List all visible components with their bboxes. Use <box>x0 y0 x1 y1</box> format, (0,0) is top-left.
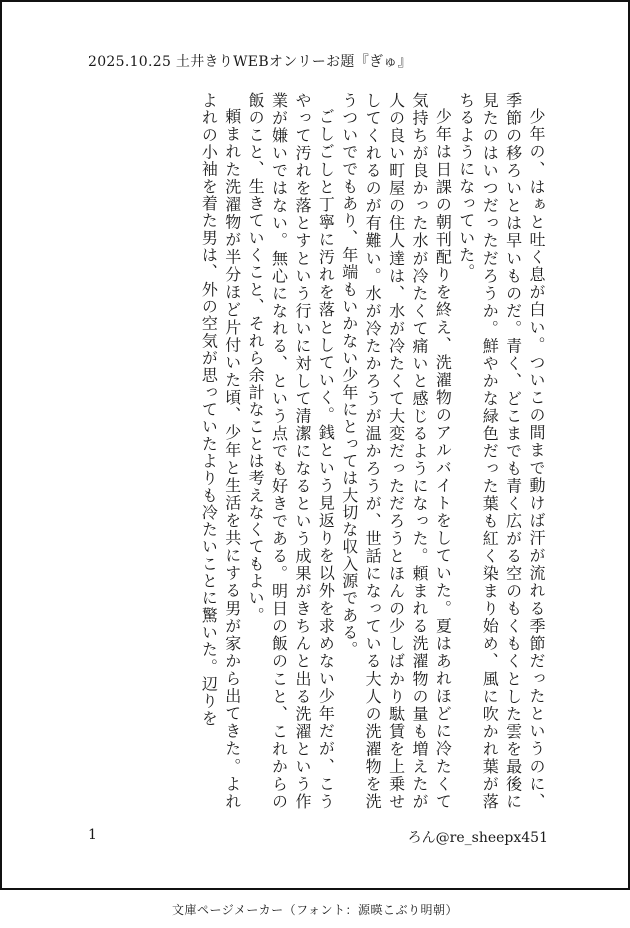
paragraph-3: ごしごしと丁寧に汚れを落としていく。銭という見返りを以外を求めない少年だが、こうやって汚れを落とすという行いに対して清潔になるという成果がきちんと出る洗濯という作業が嫌いではない。無心になれる、という点でも好きである。明日の飯のこと、これからの飯のこと、生きていくこと、それら余計なことは考えなくてもよい。 <box>246 92 336 810</box>
vertical-body-text <box>86 92 548 810</box>
page-number: 1 <box>88 827 97 843</box>
generator-credit: 文庫ページメーカー（フォント：源暎こぶり明朝） <box>171 903 459 917</box>
paragraph-1: 少年の、はぁと吐く息が白い。ついこの間まで動けば汗が流れる季節だったというのに、季節の移ろいとは早いものだ。青く、どこまでも青く広がる空のもくもくとした雲を最後に見たのはいつだっただろうか。鮮やかな緑色だった葉も紅く染まり始め、風に吹かれ葉が落ちるようになっていた。 <box>456 92 546 810</box>
author-handle: ろん@re_sheepx451 <box>407 830 548 846</box>
page-header-title: 2025.10.25 土井きりWEBオンリーお題『ぎゅ』 <box>88 54 412 70</box>
paragraph-2: 少年は日課の朝刊配りを終え、洗濯物のアルバイトをしていた。夏はあれほどに冷たくて気持ちが良かった水が冷たくて痛いと感じるようになった。頼まれる洗濯物の量も増えたが人の良い町屋の住人達は、水が冷たくて大変だっただろうとほんの少しばかり駄賃を上乗せしてくれるのが有難い。水が冷たかろうが温かろうが、世話になっている大人の洗濯物を洗うついででもあり、年端もいかない少年にとっては大切な収入源である。 <box>339 92 453 810</box>
paragraph-4: 頼まれた洗濯物が半分ほど片付いた頃、少年と生活を共にする男が家から出てきた。よれよれの小袖を着た男は、外の空気が思っていたよりも冷たいことに驚いた。辺りを <box>199 92 242 810</box>
